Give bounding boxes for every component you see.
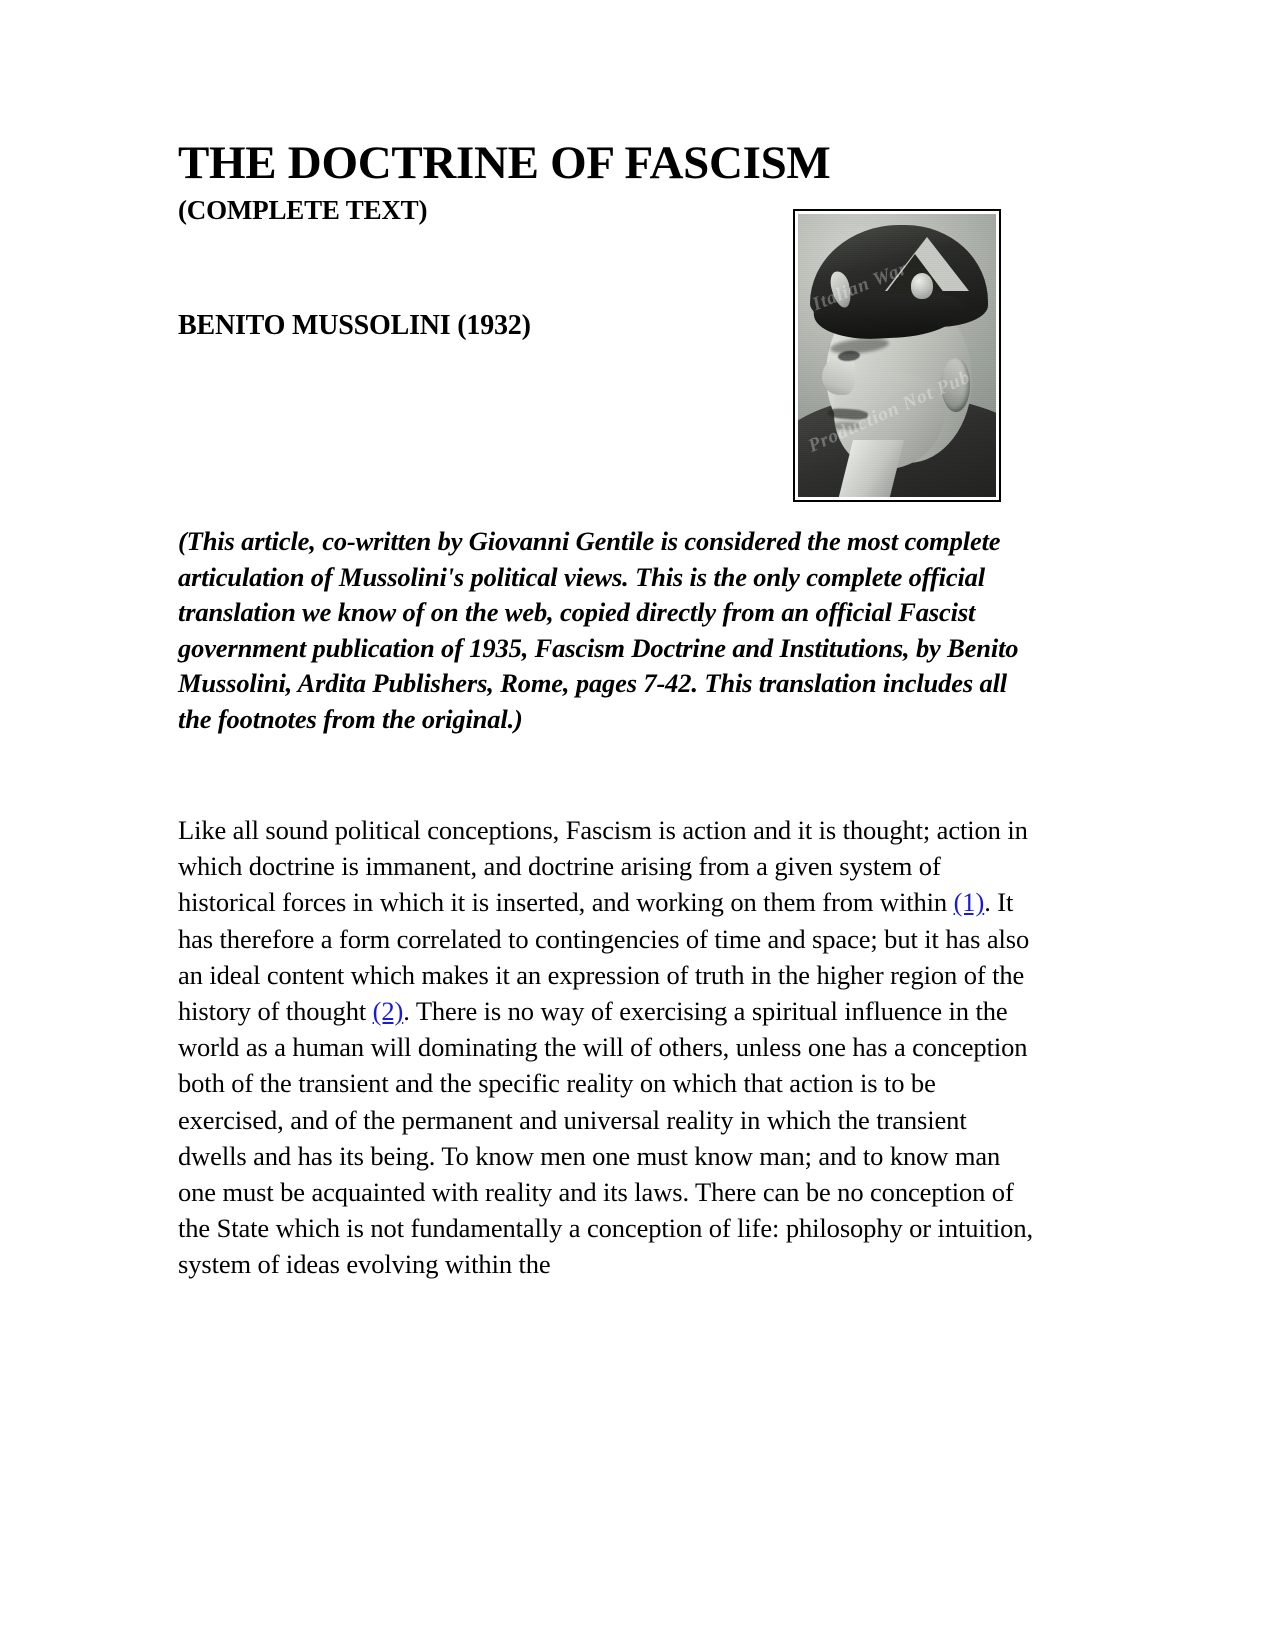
portrait-photo: [798, 214, 996, 497]
footnote-link-2[interactable]: (2): [372, 996, 404, 1027]
body-text-segment-3: . There is no way of exercising a spiritual influence in the world as a human will dominating the will of others, unless one has a conception both of the transient and the specific reality on which that action is to be exercised, and of the permanent and universal reality in which the transient dwells and has its being. To know men one must know man; and to know man one must be acquainted with reality and its laws. There can be no conception of the State which is not fundamentally a conception of life: philosophy or intuition, system of ideas evolving within the: [178, 996, 1033, 1280]
body-text-segment-2: . It has therefore a form correlated to contingencies of time and space; but it has also an ideal content which makes it an expression of truth in the higher region of the history of thought: [178, 887, 1030, 1027]
page-title: THE DOCTRINE OF FASCISM: [178, 137, 831, 189]
editorial-note-paragraph: (This article, co-written by Giovanni Gentile is considered the most complete articulation of Mussolini's political views. This is the only complete official translation we know of on the web, copied directly from an official Fascist government publication of 1935, Fascism Doctrine and Institutions, by Benito Mussolini, Ardita Publishers, Rome, pages 7-42. This translation includes all the footnotes from the original.): [178, 526, 1019, 734]
body-paragraph: [178, 812, 1040, 1283]
footnote-link-1[interactable]: (1): [953, 887, 985, 918]
body-text-segment-1: Like all sound political conceptions, Fascism is action and it is thought; action in which doctrine is immanent, and doctrine arising from a given system of historical forces in which it is inserted, and working on them from within: [178, 815, 1028, 918]
page-subtitle: (COMPLETE TEXT): [178, 194, 428, 225]
portrait-film-grain: [798, 214, 996, 497]
portrait-photo-frame: [793, 209, 1001, 502]
author-byline: BENITO MUSSOLINI (1932): [178, 310, 531, 341]
